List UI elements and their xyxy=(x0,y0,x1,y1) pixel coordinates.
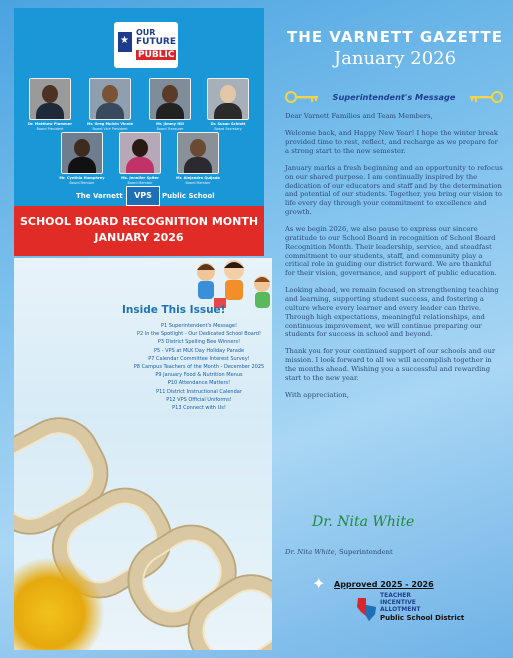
closing: With appreciation, xyxy=(285,391,349,400)
poster-footer xyxy=(14,186,264,202)
tia-line-1: TEACHER xyxy=(380,592,411,599)
member-photo xyxy=(89,78,131,120)
signer-title: , Superintendent xyxy=(334,548,393,556)
member-name: Mr. Cynthia Humphrey xyxy=(59,176,105,180)
member-name: Dr. Matthew Plummer xyxy=(28,122,72,126)
board-member xyxy=(200,78,256,132)
list-item[interactable]: P10 Attendance Matters! xyxy=(167,380,231,387)
inside-issue-list xyxy=(114,322,272,412)
masthead xyxy=(285,28,505,69)
message-heading-text: Superintendent's Message xyxy=(332,92,456,102)
member-name: Mr. Alejandro Quijada xyxy=(176,176,220,180)
tia-logo xyxy=(356,592,506,632)
key-icon xyxy=(285,90,321,104)
key-icon xyxy=(467,90,503,104)
board-member xyxy=(82,78,138,132)
letter-paragraph: As we begin 2026, we also pause to express our sincere gratitude to our School Board in recognition of School Board Recognition Month. Their leadership, service, and steadfast commitment to our students, staff, and community play a critical role in guiding our district forward. We are thankful for their vision, governance, and support of public education. xyxy=(285,225,497,278)
superintendent-letter xyxy=(285,112,503,408)
board-member xyxy=(22,78,78,132)
board-member xyxy=(142,78,198,132)
tia-line-3: ALLOTMENT xyxy=(380,606,421,613)
board-member xyxy=(54,132,110,186)
member-name: Ms. Jennifer Spiter xyxy=(121,176,159,180)
member-photo xyxy=(207,78,249,120)
sparkle-icon: ✦ xyxy=(312,574,326,593)
inside-issue-title: Inside This Issue! xyxy=(122,304,226,316)
member-photo xyxy=(29,78,71,120)
list-item[interactable]: P2 In the Spotlight - Our Dedicated School Board! xyxy=(137,331,261,338)
member-role: Board Treasurer xyxy=(156,127,184,131)
texas-map-icon xyxy=(356,594,378,624)
logo-line-2: FUTURE xyxy=(136,37,176,47)
letter-paragraph: Welcome back, and Happy New Year! I hope the winter break provided time to rest, reflect, and recharge as we prepare for a strong start to the new semester. xyxy=(285,129,498,155)
board-member xyxy=(170,132,226,186)
board-poster xyxy=(14,8,264,256)
list-item[interactable]: P3 District Spelling Bee Winners! xyxy=(157,339,241,346)
logo-line-1: OUR xyxy=(136,28,156,37)
gazette-title: THE VARNETT GAZETTE xyxy=(287,28,503,46)
signature: Dr. Nita White xyxy=(312,514,415,530)
member-photo xyxy=(119,132,161,174)
letter-paragraph: Looking ahead, we remain focused on strengthening teaching and learning, supporting student success, and fostering a culture where every learner and every leader can thrive. Through high expectations, meaningful relationships, and continuous improvement, we will continue preparing our students for success in school and beyond. xyxy=(285,286,499,339)
banner-date: JANUARY 2026 xyxy=(94,231,184,244)
list-item[interactable]: P8 Campus Teachers of the Month - December 2025 xyxy=(133,364,265,371)
member-role: Board Member xyxy=(185,181,211,185)
member-photo xyxy=(177,132,219,174)
list-item[interactable]: P7 Calendar Committee Interest Survey! xyxy=(148,355,250,362)
inside-issue-panel xyxy=(14,258,272,650)
member-role: Board Secretary xyxy=(214,127,242,131)
letter-paragraph: January marks a fresh beginning and an opportunity to refocus on our shared purpose. I am continually inspired by the dedication of our educators and staff and by the determination and potential of our students. Together, you bring our vision to life every day through your commitment to excellence and growth. xyxy=(285,163,503,216)
member-role: Board Vice President xyxy=(92,127,128,131)
footer-left-text: The Varnett xyxy=(76,192,123,200)
member-name: Mr. Jimmy Hill xyxy=(156,122,184,126)
list-item[interactable]: P9 January Food & Nutrition Menus xyxy=(155,372,243,379)
member-role: Board President xyxy=(36,127,64,131)
member-name: Mr. Greg Mulvin Vinnie xyxy=(87,122,133,126)
texas-flag-icon xyxy=(118,32,132,52)
letter-paragraph: Thank you for your continued support of our schools and our mission. I look forward to all we will accomplish together in the months ahead. Wishing you a successful and rewarding start to the new year. xyxy=(285,347,496,382)
member-photo xyxy=(61,132,103,174)
signature-caption xyxy=(285,548,393,556)
list-item[interactable]: P5 - VPS at MLK Day Holiday Parade xyxy=(153,347,245,354)
vps-badge: VPS xyxy=(126,186,160,206)
salutation: Dear Varnett Families and Team Members, xyxy=(285,112,433,120)
footer-right-text: Public School xyxy=(162,192,215,200)
list-item[interactable]: P12 VPS Official Uniforms! xyxy=(166,396,232,403)
district-label: Public School District xyxy=(380,614,465,622)
member-name: Dr. Susan Schlott xyxy=(210,122,246,126)
recognition-banner xyxy=(14,206,264,256)
signer-name: Dr. Nita White xyxy=(285,548,335,556)
list-item[interactable]: P13 Connect with Us! xyxy=(172,405,226,412)
our-future-logo xyxy=(114,22,178,68)
message-heading xyxy=(285,90,500,106)
banner-title: SCHOOL BOARD RECOGNITION MONTH xyxy=(19,215,259,228)
member-role: Board Member xyxy=(127,181,153,185)
member-role: Board Member xyxy=(69,181,95,185)
approved-label: Approved 2025 - 2026 xyxy=(334,580,434,589)
list-item[interactable]: P1 Superintendent's Message! xyxy=(160,323,238,329)
member-photo xyxy=(149,78,191,120)
list-item[interactable]: P11 District Instructional Calendar xyxy=(156,388,242,395)
issue-date: January 2026 xyxy=(333,48,457,69)
board-member xyxy=(112,132,168,186)
tia-line-2: INCENTIVE xyxy=(380,599,416,606)
logo-line-3: PUBLIC xyxy=(138,50,175,60)
